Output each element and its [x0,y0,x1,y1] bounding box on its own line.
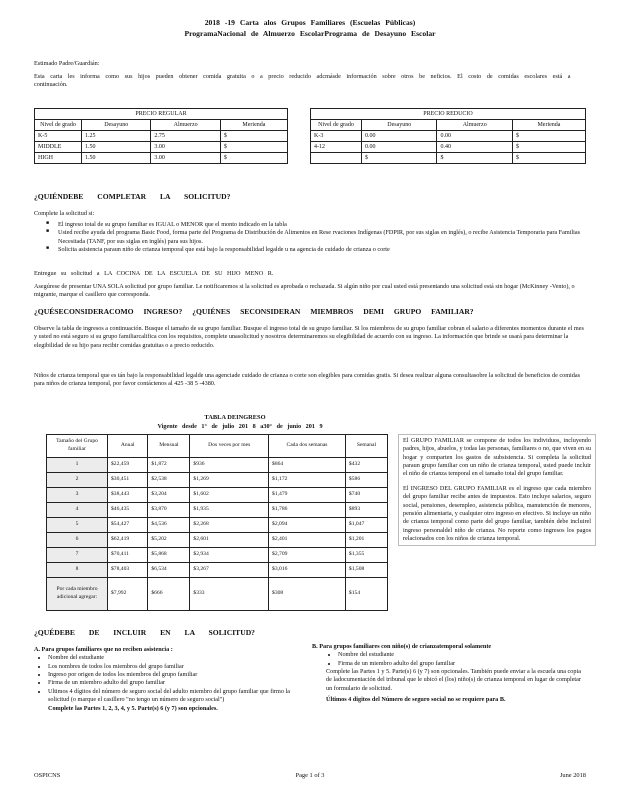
part-a-note: Complete las Partes 1, 2, 3, 4, y 5. Parte(s) 6 (y 7) son opcionales. [48,704,218,712]
cell: $ [362,153,437,164]
col-header: Desayuno [82,120,151,131]
household-definition-box [398,434,596,546]
title-line-2: ProgramaNacional de Almuerzo EscolarPrograma de Desayuno Escolar [184,29,436,38]
household-size-cell: 4 [47,503,108,518]
col-header: Merienda [220,120,287,131]
document-title [60,17,560,39]
section3-part-a [34,646,292,713]
income-cell: $586 [345,473,387,488]
col-header: Semanal [345,435,387,458]
table-row [47,518,388,533]
col-header: Dos veces por mes [190,435,269,458]
section-heading-who: ¿QUIÉNDEBE COMPLETAR LA SOLICITUD? [34,192,231,201]
income-cell: $62,419 [108,533,148,548]
section-heading-income: ¿QUÉSECONSIDERACOMO INGRESO? ¿QUIÉNES SECONSIDERAN MIEMBROS DEMI GRUPO FAMILIAR? [34,307,474,316]
income-cell: $864 [269,458,346,473]
part-b-note: Complete las Partes 1 y 5. Parte(s) 6 (y 7) son opcionales. También puede enviar a la escuela una copia de ladocumentación del tribunal que le ubicó el (los) niño(s) de crianza temporal en lugar de completar un formulario de solicitud. [326,668,581,692]
section1-deliver: Entregue su solicitud a LA COCINA DE LA ESCUELA DE SU HIJO MENO R. [34,270,274,277]
part-a-title: A. Para grupos familiares que no reciben asistencia : [34,646,173,653]
cell: 0.00 [362,131,437,142]
price-reduced-caption: PRECIO REDUCIO [311,109,586,120]
table-row [311,142,586,153]
list-item: ■ Usted recibe ayuda del programa Basic Food, forma parte del Programa de Distribución de Alimentos en Rese rvaciones Indígenas (FDPIR, por sus siglas en inglés), o recibe Asistencia Temporaria para Familias Necesitada (TANF, por sus siglas en inglés) para sus hijos. [46,229,586,246]
cell: $ [512,142,585,153]
cell: $ [512,153,585,164]
household-size-cell: 1 [47,458,108,473]
income-cell: $30,451 [108,473,148,488]
income-cell: $1,269 [190,473,269,488]
income-cell: $154 [345,578,387,611]
household-size-cell: Por cada miembro adicional agregar: [47,578,108,611]
income-cell: $1,172 [269,473,346,488]
income-cell: $2,601 [190,533,269,548]
list-item: • Nombre del estudiante [338,651,586,659]
income-cell: $4,536 [148,518,190,533]
table-row [311,153,586,164]
income-cell: $893 [345,503,387,518]
income-cell: $2,401 [269,533,346,548]
income-cell: $432 [345,458,387,473]
income-cell: $7,992 [108,578,148,611]
income-cell: $70,411 [108,548,148,563]
table-row [35,142,288,153]
cell: K-3 [311,131,362,142]
col-header: Cada dos semanas [269,435,346,458]
cell: HIGH [35,153,82,164]
cell: 0.00 [437,131,512,142]
income-cell: $2,094 [269,518,346,533]
income-cell: $6,534 [148,563,190,578]
income-table [46,434,388,611]
household-size-cell: 2 [47,473,108,488]
income-cell: $1,201 [345,533,387,548]
income-cell: $1,508 [345,563,387,578]
intro-text: Esta carta les informa como sus hijos pueden obtener comida gratuita o a precio reducido adcmásde información sobre otros be neficios. El costo de comidas escolares está a continuación. [34,73,571,89]
income-cell: $3,267 [190,563,269,578]
cell: 4-12 [311,142,362,153]
cell: 0.40 [437,142,512,153]
list-item: • Firma de un miembro adulto del grupo familiar [338,660,586,668]
cell: 3.00 [151,153,220,164]
section2-text-1: Observe la tabla de ingresos a continuación. Busque el tamaño de su grupo familiar. Busque el ingreso total de su grupo familiar. Si los miembros de su grupo familiar cobran el salario a diferentes momentos durante el mes y usted no está seguro si su grupo familiarcalifica con los requisitos, complete unasolicitud y nosotros determinaremos su elegibilidad de acuerdo con su ingreso. La información que brinde se usará para determinar la elegibilidad de su hijo para recibir comidas gratuitas o a precio reducido. [34,325,584,349]
income-cell: $1,935 [190,503,269,518]
cell: $ [220,131,287,142]
price-reduced-table [310,108,586,164]
cell: $ [220,153,287,164]
income-cell: $3,870 [148,503,190,518]
part-b-ssn-note: Últimos 4 digitos del Número de seguro social no se requiere para B. [326,696,506,704]
income-cell: $54,427 [108,518,148,533]
table-row [311,131,586,142]
cell: 1.50 [82,142,151,153]
income-table-subcaption: Vigente desde 1° de julio 201 8 a30° de junio 201 9 [157,423,323,430]
income-cell: $2,709 [269,548,346,563]
table-row [47,488,388,503]
table-row [47,578,388,611]
col-header: Nivel de grado [35,120,82,131]
household-definition: El GRUPO FAMILIAR se compone de todos los individuos, incluyendo padres, hijos, abuelos, y todas las personas, familiares o no, que viven en su hogar y comparten los gastos de subsistencia. Si completa la solicitud paraun grupo familiar con un niño de crianza temporal, usted puede incluir el niño de crianza temporal en el tamaño total del grupo familiar. [403,437,591,478]
price-regular-caption: PRECIO REGULAR [35,109,288,120]
part-b-list [312,651,586,668]
income-cell: $1,602 [190,488,269,503]
cell: 1.50 [82,153,151,164]
table-row [47,458,388,473]
income-cell: $1,355 [345,548,387,563]
cell: 1.25 [82,131,151,142]
cell [311,153,362,164]
table-row [47,548,388,563]
income-cell: $78,403 [108,563,148,578]
list-item: • Firma de un miembro adulto del grupo familiar [48,679,292,687]
part-b-title: B. Para grupos familiares con niño(s) de crianzatemporal solamente [312,643,492,650]
table-row [47,563,388,578]
income-cell: $666 [148,578,190,611]
income-table-caption: TABLA DEINGRESO [204,414,266,421]
income-cell: $3,204 [148,488,190,503]
income-cell: $2,268 [190,518,269,533]
cell: $ [220,142,287,153]
income-cell: $936 [190,458,269,473]
footer-page: Page 1 of 3 [295,772,325,779]
footer-date: June 2018 [559,772,586,779]
income-cell: $2,934 [190,548,269,563]
income-cell: $1,479 [269,488,346,503]
income-cell: $333 [190,578,269,611]
section3-part-b [312,643,586,705]
income-cell: $22,459 [108,458,148,473]
income-cell: $38,443 [108,488,148,503]
col-header: Nivel de grado [311,120,362,131]
title-line-1: 2018 -19 Carta alos Grupos Familiares (Escuelas Públicas) [204,18,416,27]
cell: 3.00 [151,142,220,153]
col-header: Desayuno [362,120,437,131]
income-cell: $2,538 [148,473,190,488]
table-row [35,153,288,164]
list-item: • Los nombres de todos los miembros del grupo familiar [48,663,292,671]
cell: 2.75 [151,131,220,142]
section1-lead: Complete la solicitud si: [34,210,95,217]
table-row [35,131,288,142]
cell: $ [437,153,512,164]
household-size-cell: 6 [47,533,108,548]
income-cell: $1,786 [269,503,346,518]
part-a-list [34,654,292,704]
col-header: Merienda [512,120,585,131]
table-row [47,533,388,548]
list-item: ■ El ingreso total de su grupo familiar es IGUAL o MENOR que el monto indicado en la tabla [46,221,586,229]
section1-note: Asegúrese de presentar UNA SOLA solicitud por grupo familiar. Le notificaremos si la solicitud es aprobada o rechazada. Si algún niño por cual usted está presentando una solicitud está sin hogar (McKinney -Vento), o migrante, marque el casillero que corresponda. [34,283,575,299]
footer-left: OSPICNS [34,772,61,779]
cell: K-5 [35,131,82,142]
col-header: Almuerzo [151,120,220,131]
list-item: • Nombre del estudiante [48,654,292,662]
income-cell: $308 [269,578,346,611]
income-cell: $3,016 [269,563,346,578]
price-regular-table [34,108,288,164]
section2-text-2: Niños de crianza temporal que es tán bajo la responsabilidad legalde una agenciade cuidado de crianza o corte son elegibles para comidas gratis. Si desea realizar alguna consultasobre la solicitud de beneficios de comidas para niños de crianza temporal, por favor contáctenos al 425 -38 5 -4380. [34,372,581,388]
col-header: Anual [108,435,148,458]
income-cell: $1,872 [148,458,190,473]
cell: $ [512,131,585,142]
cell: 0.00 [362,142,437,153]
section1-bullets [46,221,586,254]
income-cell: $46,435 [108,503,148,518]
table-row [47,473,388,488]
income-cell: $1,047 [345,518,387,533]
household-size-cell: 8 [47,563,108,578]
household-size-cell: 3 [47,488,108,503]
col-header: Almuerzo [437,120,512,131]
list-item: • Ultimos 4 dígitos del número de seguro social del adulto miembro del grupo familiar que firmo la solicitud (o marque el casillero "no tengo un número de seguro social") [48,688,292,705]
cell: MIDDLE [35,142,82,153]
income-cell: $5,868 [148,548,190,563]
income-cell: $740 [345,488,387,503]
household-size-cell: 7 [47,548,108,563]
list-item: • Ingreso por origen de todos los miembros del grupo familiar [48,671,292,679]
income-cell: $5,202 [148,533,190,548]
section-heading-include: ¿QUÉDEBE DE INCLUIR EN LA SOLICITUD? [34,628,255,637]
table-row [47,503,388,518]
household-income-definition: El INGRESO DEL GRUPO FAMILIAR es el ingreso que cada miembro del grupo familiar recibe antes de impuestos. Esto incluye salarios, seguro social, pensiones, desempleo, asistencia pública, manutención de menores, pensión alimentaria, y cualquier otro ingreso en efectivo. Si incluye un niño de crianza temporal como parte del grupo familiar, también debe incluirel ingreso personaldel niño de crianza. No reporte como ingresos los pagos relacionados con los niños de crianza temporal. [403,484,591,542]
col-header: Mensual [148,435,190,458]
household-size-cell: 5 [47,518,108,533]
salutation: Estimado Padre/Guardián: [34,60,100,67]
col-header: Tamaño del Grupo familiar [47,435,108,458]
list-item: ■ Solicita asistencia paraun niño de crianza temporal que está bajo la responsabilidad legalde u na agencia de cuidado de crianza o corte [46,246,586,254]
